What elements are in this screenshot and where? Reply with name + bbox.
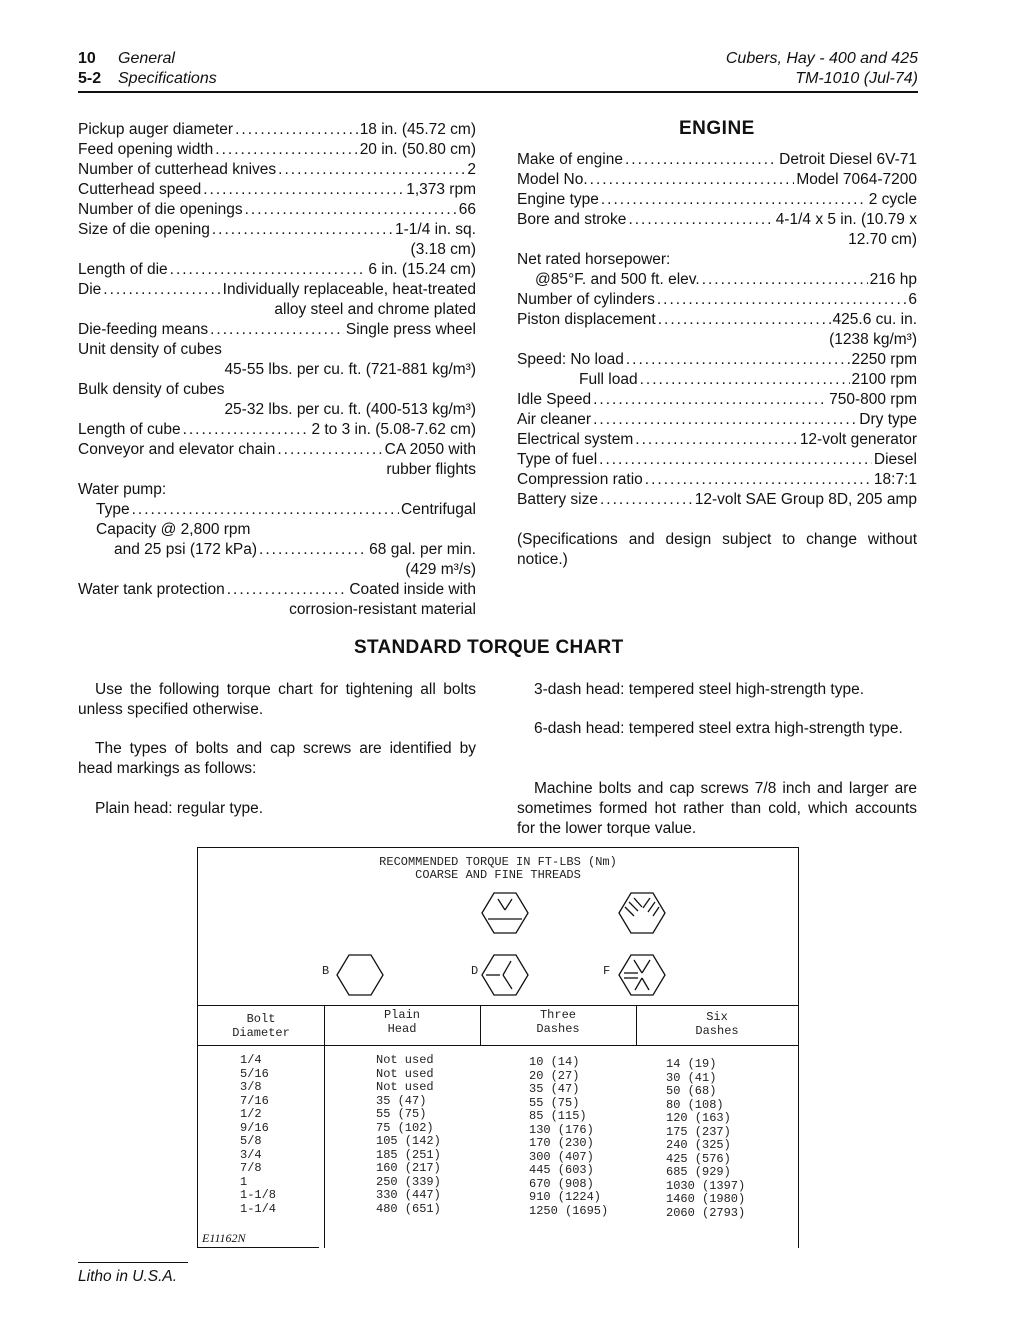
table-cell: 1/2	[240, 1107, 262, 1121]
spec-row	[78, 180, 476, 200]
spec-value: 2250 rpm	[851, 351, 917, 368]
machine-bolts-para: Machine bolts and cap screws 7/8 inch and larger are sometimes formed hot rather than cold, which accounts for the lower torque value.	[517, 780, 917, 837]
header-rule	[78, 91, 918, 93]
dot-leader	[245, 200, 457, 220]
table-cell: 35 (47)	[529, 1082, 580, 1096]
table-cell: 1030 (1397)	[666, 1178, 746, 1193]
page-number: 10	[78, 50, 96, 67]
dot-leader	[212, 220, 393, 240]
dot-leader	[259, 540, 367, 560]
table-cell: 5/16	[240, 1066, 269, 1081]
spec-value: Model 7064-7200	[796, 171, 917, 188]
dot-leader	[635, 430, 798, 450]
spec-value: 425.6 cu. in.	[832, 311, 917, 328]
cuber-specifications	[78, 120, 476, 620]
spec-label: Length of cube	[78, 421, 181, 438]
table-cell: 20 (27)	[529, 1068, 580, 1083]
table-rule-bottom	[197, 1247, 319, 1248]
spec-value: 12-volt SAE Group 8D, 205 amp	[694, 491, 917, 508]
engine-heading: ENGINE	[679, 118, 755, 139]
dot-leader	[628, 210, 773, 230]
spec-label: Conveyor and elevator chain	[78, 441, 276, 458]
dot-leader	[593, 410, 857, 430]
table-cell: Not used	[376, 1053, 434, 1067]
spec-continuation: 25-32 lbs. per cu. ft. (400-513 kg/m³)	[224, 401, 476, 418]
dot-leader	[227, 580, 348, 600]
spec-value: Detroit Diesel 6V-71	[779, 151, 917, 168]
spec-value: 1-1/4 in. sq.	[395, 221, 476, 238]
spec-continuation: alloy steel and chrome plated	[274, 301, 476, 318]
spec-value: 1,373 rpm	[406, 181, 476, 198]
manual-number: TM-1010 (Jul-74)	[795, 70, 918, 87]
bolt-head-diagrams	[198, 883, 798, 1003]
spec-row	[517, 290, 917, 310]
three-dash-head-icon-side	[482, 955, 528, 995]
spec-row	[78, 420, 476, 440]
table-cell: 85 (115)	[529, 1109, 587, 1123]
table-cell: 330 (447)	[376, 1188, 441, 1202]
table-cell: 120 (163)	[666, 1111, 731, 1125]
spec-value: 2 to 3 in. (5.08-7.62 cm)	[311, 421, 476, 438]
dot-leader	[626, 350, 850, 370]
spec-value: 18 in. (45.72 cm)	[359, 121, 476, 138]
dot-leader	[203, 180, 404, 200]
spec-heading: Unit density of cubes	[78, 341, 222, 358]
spec-value: 750-800 rpm	[829, 391, 917, 408]
table-cell: 30 (41)	[666, 1070, 717, 1085]
table-cell: 910 (1224)	[529, 1190, 602, 1204]
spec-heading: Net rated horsepower:	[517, 251, 671, 268]
table-cell: 300 (407)	[529, 1149, 594, 1164]
three-dash-head-icon-top	[482, 893, 528, 933]
spec-label: Cutterhead speed	[78, 181, 202, 198]
plain-head-hex-icon	[337, 955, 383, 995]
spec-value: Dry type	[859, 411, 917, 428]
spec-continuation: 45-55 lbs. per cu. ft. (721-881 kg/m³)	[224, 361, 476, 378]
torque-chart-heading: STANDARD TORQUE CHART	[354, 637, 624, 658]
spec-value: 2100 rpm	[851, 371, 917, 388]
spec-label: Compression ratio	[517, 471, 643, 488]
dot-leader	[590, 170, 795, 190]
spec-row	[78, 580, 476, 600]
spec-row	[517, 270, 917, 290]
spec-row	[517, 450, 917, 470]
table-cell: 9/16	[240, 1120, 269, 1135]
spec-heading: Capacity @ 2,800 rpm	[96, 521, 251, 538]
spec-value: CA 2050 with	[384, 441, 476, 458]
table-caption-1: RECOMMENDED TORQUE IN FT-LBS (Nm)	[379, 855, 617, 869]
spec-row	[517, 150, 917, 170]
section-number: 5-2	[78, 70, 102, 87]
spec-row	[78, 540, 476, 560]
spec-continuation: (3.18 cm)	[410, 241, 476, 258]
spec-label: Water tank protection	[78, 581, 225, 598]
table-cell: 3/4	[240, 1147, 262, 1162]
col-header-bolt-diameter: Bolt Diameter	[232, 1012, 290, 1040]
spec-row	[78, 500, 476, 520]
table-cell: 7/16	[240, 1093, 269, 1108]
spec-row	[78, 220, 476, 240]
spec-label: Bore and stroke	[517, 211, 627, 228]
table-cell: 1-1/8	[240, 1188, 277, 1202]
spec-heading: Bulk density of cubes	[78, 381, 225, 398]
head-label-b: B	[322, 964, 330, 978]
table-cell: 35 (47)	[376, 1093, 427, 1108]
spec-label: Piston displacement	[517, 311, 656, 328]
spec-label: Engine type	[517, 191, 599, 208]
spec-row	[517, 390, 917, 410]
table-cell: Not used	[376, 1066, 434, 1081]
spec-row	[517, 410, 917, 430]
spec-row	[78, 320, 476, 340]
spec-label: Pickup auger diameter	[78, 121, 234, 138]
subsection-title: Specifications	[118, 70, 217, 87]
spec-value: 6	[908, 291, 917, 308]
table-caption-2: COARSE AND FINE THREADS	[415, 868, 581, 882]
spec-row	[78, 160, 476, 180]
table-cell: 170 (230)	[529, 1136, 594, 1150]
dot-leader	[640, 370, 850, 390]
head-markings-para: The types of bolts and cap screws are identified by head markings as follows:	[78, 740, 476, 777]
dot-leader	[278, 160, 465, 180]
torque-table	[197, 847, 799, 1248]
dot-leader	[658, 310, 831, 330]
dot-leader	[277, 440, 382, 460]
header-left	[78, 49, 217, 89]
spec-value: 216 hp	[869, 271, 917, 288]
table-cell: 1	[240, 1174, 248, 1189]
spec-value: Diesel	[873, 451, 917, 468]
plain-head-column	[376, 1054, 441, 1216]
col-header-three-dashes: Three Dashes	[536, 1008, 580, 1036]
spec-label: Length of die	[78, 261, 168, 278]
engine-note: (Specifications and design subject to change without notice.)	[517, 531, 917, 568]
spec-value: 68 gal. per min.	[369, 541, 476, 558]
torque-intro-para: Use the following torque chart for tightening all bolts unless specified otherwise.	[78, 681, 476, 718]
spec-row	[517, 470, 917, 490]
table-cell: 250 (339)	[376, 1174, 441, 1189]
six-dash-head-icon-top	[619, 893, 665, 933]
dot-leader	[235, 120, 358, 140]
spec-value: 66	[458, 201, 476, 218]
plain-head-para: Plain head: regular type.	[95, 800, 264, 817]
dot-leader	[657, 290, 907, 310]
spec-label: Feed opening width	[78, 141, 214, 158]
spec-continuation: rubber flights	[386, 461, 476, 478]
engine-specifications	[517, 150, 917, 510]
spec-label: Size of die opening	[78, 221, 210, 238]
spec-label: Make of engine	[517, 151, 623, 168]
spec-row	[517, 190, 917, 210]
six-dash-para: 6-dash head: tempered steel extra high-strength type.	[534, 720, 903, 737]
table-cell: 3/8	[240, 1080, 262, 1094]
spec-row	[517, 210, 917, 230]
dot-leader	[183, 420, 310, 440]
table-cell: 670 (908)	[529, 1176, 594, 1191]
spec-value: Individually replaceable, heat-treated	[222, 281, 476, 298]
manual-title: Cubers, Hay - 400 and 425	[725, 50, 918, 67]
table-cell: 2060 (2793)	[666, 1205, 746, 1220]
table-cell: 445 (603)	[529, 1163, 594, 1177]
table-cell: 425 (576)	[666, 1151, 731, 1166]
spec-value: 20 in. (50.80 cm)	[359, 141, 476, 158]
table-cell: 105 (142)	[376, 1134, 441, 1148]
table-cell: 480 (651)	[376, 1201, 441, 1216]
spec-row	[78, 200, 476, 220]
spec-label: Idle Speed	[517, 391, 592, 408]
spec-continuation: (1238 kg/m³)	[829, 331, 917, 348]
spec-label: Die-feeding means	[78, 321, 209, 338]
table-cell: 1460 (1980)	[666, 1192, 746, 1206]
head-label-f: F	[603, 964, 611, 978]
spec-label: Type	[96, 501, 130, 518]
spec-row	[517, 370, 917, 390]
spec-continuation: (429 m³/s)	[405, 561, 476, 578]
col-header-plain-head: Plain Head	[383, 1008, 420, 1036]
spec-label: Model No.	[517, 171, 588, 188]
spec-label: @85°F. and 500 ft. elev.	[535, 271, 700, 288]
dot-leader	[132, 500, 399, 520]
spec-continuation: corrosion-resistant material	[289, 601, 476, 618]
table-cell: 5/8	[240, 1134, 262, 1148]
table-cell: 185 (251)	[376, 1147, 441, 1162]
six-dashes-column	[666, 1058, 745, 1220]
table-cell: 685 (929)	[666, 1165, 731, 1179]
spec-value: 2	[467, 161, 476, 178]
table-cell: 240 (325)	[666, 1138, 731, 1152]
table-cell: 130 (176)	[529, 1122, 594, 1137]
spec-label: Type of fuel	[517, 451, 598, 468]
table-cell: 80 (108)	[666, 1097, 724, 1112]
dot-leader	[601, 190, 867, 210]
bolt-diameter-column	[240, 1054, 276, 1216]
table-cell: 75 (102)	[376, 1120, 434, 1135]
dot-leader	[599, 450, 872, 470]
footer-rule	[78, 1262, 188, 1263]
spec-label: Number of cylinders	[517, 291, 655, 308]
spec-row	[78, 260, 476, 280]
table-cell: 160 (217)	[376, 1161, 441, 1175]
table-cell: 175 (237)	[666, 1124, 731, 1139]
spec-value: 6 in. (15.24 cm)	[368, 261, 476, 278]
spec-heading: Water pump:	[78, 481, 167, 498]
table-rule-top	[198, 1005, 798, 1006]
col-header-six-dashes: Six Dashes	[695, 1010, 739, 1038]
spec-label: Speed: No load	[517, 351, 624, 368]
head-label-d: D	[471, 964, 479, 978]
section-title: General	[118, 50, 175, 67]
table-cell: Not used	[376, 1080, 434, 1094]
spec-label: Full load	[579, 371, 638, 388]
spec-label: Air cleaner	[517, 411, 592, 428]
spec-row	[78, 120, 476, 140]
dot-leader	[593, 390, 827, 410]
spec-row	[517, 490, 917, 510]
spec-row	[517, 350, 917, 370]
spec-value: 18:7:1	[873, 471, 917, 488]
spec-label: Electrical system	[517, 431, 634, 448]
dot-leader	[215, 140, 357, 160]
spec-row	[517, 310, 917, 330]
spec-value: Centrifugal	[401, 501, 476, 518]
six-dash-head-icon-side	[619, 955, 665, 995]
spec-value: Single press wheel	[345, 321, 476, 338]
table-rule-header	[198, 1045, 798, 1046]
spec-row	[517, 430, 917, 450]
spec-value: 2 cycle	[868, 191, 917, 208]
col-divider-1	[324, 1005, 325, 1248]
table-cell: 10 (14)	[529, 1055, 580, 1069]
dot-leader	[103, 280, 220, 300]
spec-value: 4-1/4 x 5 in. (10.79 x	[775, 211, 917, 228]
table-cell: 50 (68)	[666, 1084, 717, 1098]
table-cell: 55 (75)	[529, 1095, 580, 1110]
spec-label: Die	[78, 281, 102, 298]
spec-value: 12-volt generator	[799, 431, 917, 448]
figure-id: E11162N	[202, 1231, 246, 1245]
dot-leader	[170, 260, 367, 280]
header-right	[726, 49, 918, 89]
spec-row	[78, 140, 476, 160]
spec-row	[78, 440, 476, 460]
spec-label: and 25 psi (172 kPa)	[114, 541, 258, 558]
table-cell: 7/8	[240, 1161, 262, 1175]
spec-row	[78, 280, 476, 300]
spec-label: Number of die openings	[78, 201, 243, 218]
dot-leader	[210, 320, 344, 340]
table-cell: 14 (19)	[666, 1057, 717, 1071]
dot-leader	[600, 490, 693, 510]
spec-label: Number of cutterhead knives	[78, 161, 277, 178]
spec-continuation: 12.70 cm)	[848, 231, 917, 248]
table-cell: 1-1/4	[240, 1201, 277, 1216]
spec-row	[517, 170, 917, 190]
litho-note: Litho in U.S.A.	[78, 1268, 178, 1285]
three-dashes-column	[529, 1056, 608, 1218]
dot-leader	[645, 470, 872, 490]
three-dash-para: 3-dash head: tempered steel high-strength type.	[534, 681, 865, 698]
table-cell: 1250 (1695)	[529, 1203, 609, 1218]
spec-value: Coated inside with	[349, 581, 476, 598]
dot-leader	[702, 270, 868, 290]
table-cell: 1/4	[240, 1053, 262, 1067]
table-cell: 55 (75)	[376, 1107, 427, 1121]
dot-leader	[625, 150, 777, 170]
spec-label: Battery size	[517, 491, 598, 508]
